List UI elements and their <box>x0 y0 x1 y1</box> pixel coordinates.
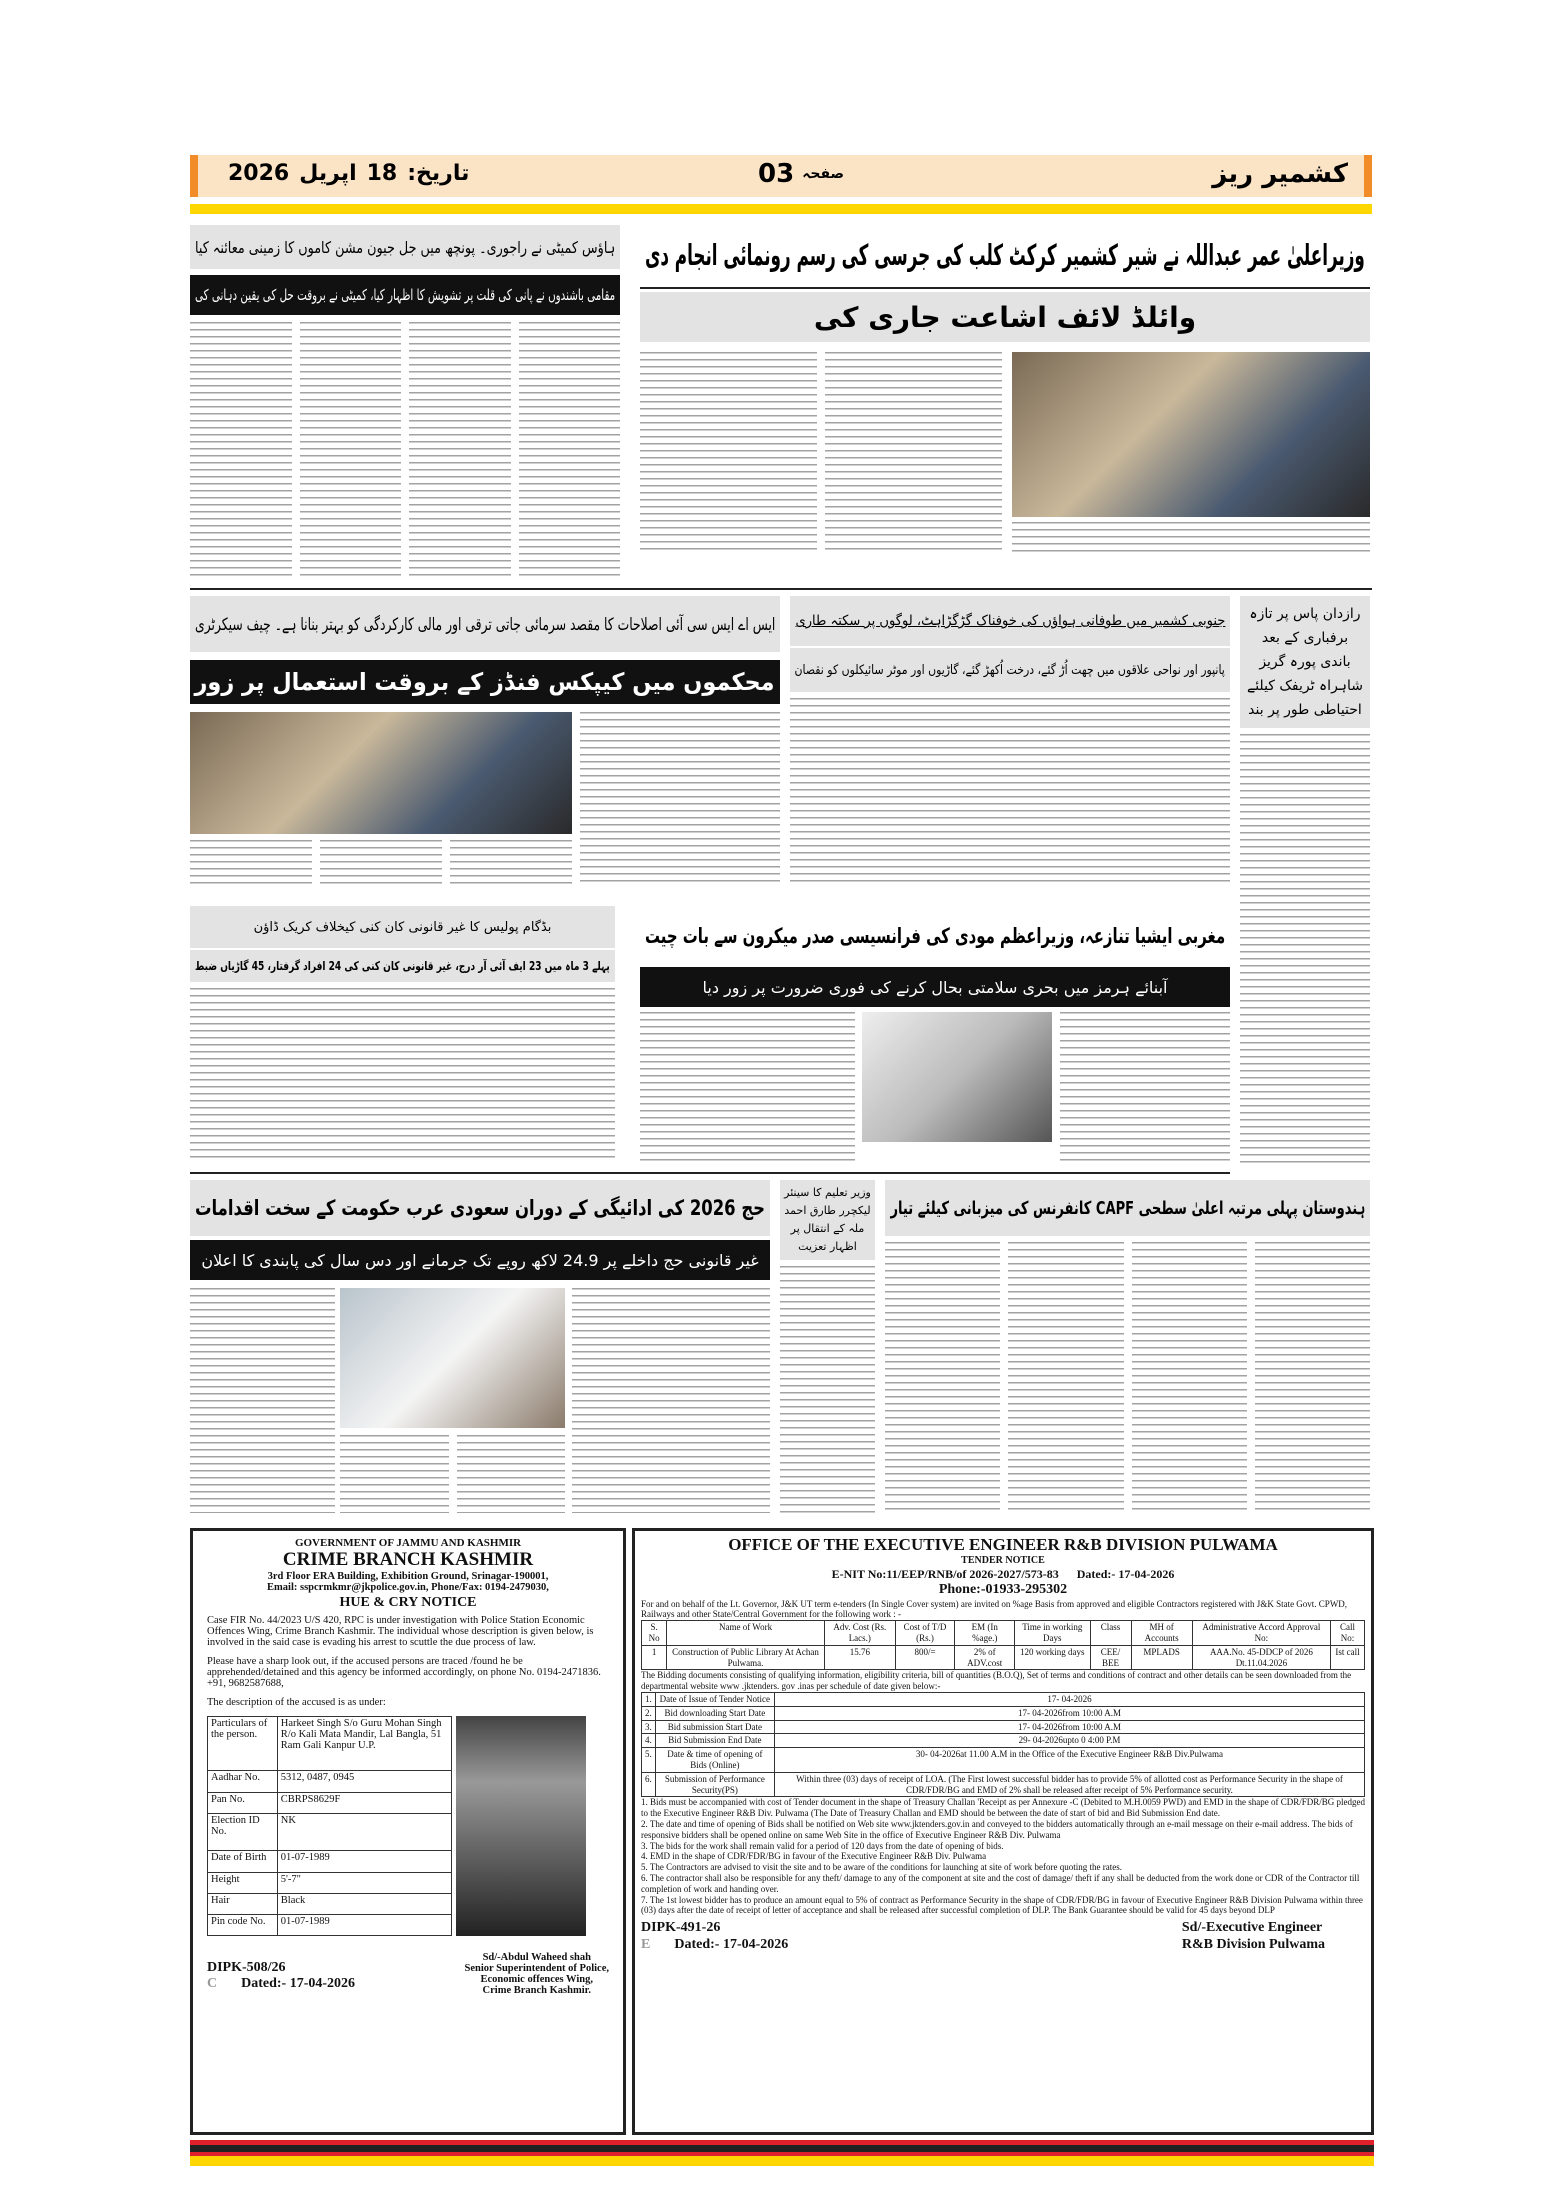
table-cell: Bid submission Start Date <box>655 1720 774 1734</box>
sasci-headline: محکموں میں کیپکس فنڈز کے بروقت استعمال پر زور <box>194 668 776 696</box>
schedule-table <box>641 1692 1365 1797</box>
cricket-subhead: وائلڈ لائف اشاعت جاری کی <box>813 300 1197 334</box>
condolence-headline: وزیر تعلیم کا سینئر لیکچرر طارق احمد ملہ کے انتقال پر اظہار تعزیت <box>780 1180 875 1260</box>
house-committee-subhead-box <box>190 275 620 315</box>
issue-date: تاریخ: 18 اپریل 2026 <box>228 161 470 186</box>
house-committee-kicker: ہاؤس کمیٹی نے راجوری۔ پونچھ میں جل جیون مشن کاموں کا زمینی معائنہ کیا <box>194 237 616 257</box>
table-cell: 6. <box>642 1772 656 1797</box>
column-header: EM (In %age.) <box>955 1621 1015 1646</box>
budgam-body <box>190 988 615 1163</box>
storm-body <box>790 698 1230 883</box>
field-label: Particulars of the person. <box>208 1717 278 1771</box>
hajj-body-right <box>572 1288 770 1513</box>
modi-headline-box <box>640 912 1230 960</box>
table-cell: 2% of ADV.cost <box>955 1645 1015 1670</box>
capf-body <box>885 1242 1370 1512</box>
table-cell: 17- 04-2026from 10:00 A.M <box>774 1720 1364 1734</box>
accused-photo <box>456 1716 586 1936</box>
column-header: Time in working Days <box>1015 1621 1090 1646</box>
hajj-subhead-box <box>190 1240 770 1280</box>
tender-intro: For and on behalf of the Lt. Governor, J&K UT term e-tenders (In Single Cover system) are invited on %age Basis from approved and eligible Contractors registered with J&K State Govt. CPWD, Railways and other State/Central Government for the following work : - <box>641 1598 1348 1620</box>
accused-row <box>208 1872 452 1893</box>
notice-ref: DIPK-508/26 <box>207 1960 286 1975</box>
budgam-kicker-box <box>190 906 615 948</box>
divider <box>190 1172 1230 1174</box>
page-number: 03 صفحہ <box>758 159 845 189</box>
modi-headline: مغربی ایشیا تنازعہ، وزیراعظم مودی کی فرانسیسی صدر میکرون سے بات چیت <box>644 924 1226 948</box>
field-value: 01-07-1989 <box>277 1914 451 1935</box>
schedule-row <box>642 1772 1365 1797</box>
storm-subhead: پانپور اور نواحی علاقوں میں چھت اُڑ گئے، درخت اُکھڑ گئے، گاڑیوں اور موٹر سائیکلوں کو نقصان <box>794 662 1226 678</box>
term-item: 7. The 1st lowest bidder has to produce an amount equal to 5% of contract as Performance Security in the shape of CDR/FDR/BG in favour of Executive Engineer R&B Division Pulwama within three (03) days after the date of receipt of letter of acceptance and shall be released after successful completion of DLP. The Bank Guarantee should be valid for 45 days beyond DLP <box>641 1894 1363 1916</box>
cricket-headline-box <box>640 228 1370 282</box>
condolence-body <box>780 1266 875 1513</box>
column-header: Administrative Accord Approval No: <box>1192 1621 1330 1646</box>
modi-subhead-box <box>640 967 1230 1007</box>
hajj-body-lower <box>340 1435 565 1513</box>
column-header: Name of Work <box>667 1621 825 1646</box>
tender-notice <box>632 1528 1374 2135</box>
cricket-subhead-box <box>640 292 1370 342</box>
modi-photo <box>862 1012 1052 1142</box>
field-value: CBRPS8629F <box>277 1792 451 1813</box>
table-cell: Submission of Performance Security(PS) <box>655 1772 774 1797</box>
tender-phone: Phone:-01933-295302 <box>938 1581 1068 1597</box>
storm-kicker: جنوبی کشمیر میں طوفانی ہواؤں کی خوفناک گڑگڑاہٹ، لوگوں پر سکتہ طاری <box>795 613 1225 629</box>
tender-title: OFFICE OF THE EXECUTIVE ENGINEER R&B DIVISION PULWAMA <box>728 1535 1278 1554</box>
table-cell: 800/= <box>895 1645 955 1670</box>
divider <box>190 588 1372 590</box>
field-value: 01-07-1989 <box>277 1851 451 1872</box>
column-header: Adv. Cost (Rs. Lacs.) <box>824 1621 895 1646</box>
cricket-caption <box>1012 522 1370 552</box>
field-label: Pin code No. <box>208 1914 278 1935</box>
tender-mark: E <box>641 1936 651 1952</box>
field-value: NK <box>277 1813 451 1851</box>
tender-signature: Sd/-Executive Engineer R&B Division Pulwama <box>1181 1920 1325 1952</box>
term-item: 6. The contractor shall also be responsible for any theft/ damage to any of the component at site and the cost of damage/ theft if any shall be deducted from the work done or CDR of the Contractor till completion of work and handing over. <box>641 1872 1360 1894</box>
field-label: Hair <box>208 1893 278 1914</box>
capf-headline: ہندوستان پہلی مرتبہ اعلیٰ سطحی CAPF کانفرنس کی میزبانی کیلئے تیار <box>890 1197 1365 1219</box>
field-label: Election ID No. <box>208 1813 278 1851</box>
modi-body-left <box>640 1012 855 1162</box>
razdan-headline: رازدان پاس پر تازہ برفباری کے بعد باندی پورہ گریز شاہراہ ٹریفک کیلئے احتیاطی طور پر بند <box>1240 596 1370 728</box>
notice-signature: Sd/-Abdul Waheed shah Senior Superintendent of Police, Economic offences Wing, Crime Branch Kashmir. <box>464 1952 609 1996</box>
table-cell: 17- 04-2026 <box>774 1692 1364 1706</box>
tender-subtitle: TENDER NOTICE <box>961 1555 1045 1567</box>
budgam-headline-box <box>190 950 615 982</box>
table-cell: 29- 04-2026upto 0 4:00 P.M <box>774 1734 1364 1748</box>
divider <box>640 287 1370 289</box>
column-header: Class <box>1090 1621 1131 1646</box>
accused-row <box>208 1813 452 1851</box>
field-value: 5312, 0487, 0945 <box>277 1771 451 1792</box>
term-item: 5. The Contractors are advised to visit the site and to be aware of the conditions for launching at site of work before quoting the rates. <box>641 1862 1122 1873</box>
hajj-subhead: غیر قانونی حج داخلے پر 24.9 لاکھ روپے تک جرمانے اور دس سال کی پابندی کا اعلان <box>201 1250 759 1270</box>
table-cell: 17- 04-2026from 10:00 A.M <box>774 1706 1364 1720</box>
budgam-kicker: بڈگام پولیس کا غیر قانونی کان کنی کیخلاف کریک ڈاؤن <box>253 919 552 935</box>
table-cell: AAA.No. 45-DDCP of 2026 Dt.11.04.2026 <box>1192 1645 1330 1670</box>
table-cell: Date & time of opening of Bids (Online) <box>655 1748 774 1773</box>
accused-row <box>208 1914 452 1935</box>
tender-dated: Dated:- 17-04-2026 <box>674 1936 789 1952</box>
notice-para: Please have a sharp look out, if the accused persons are traced /found he be apprehended/detained and this agency be informed accordingly, on phone No. 0194-2471836. +91, 9682587688, <box>207 1656 601 1689</box>
table-cell: 15.76 <box>824 1645 895 1670</box>
tender-terms <box>641 1797 1365 1916</box>
column-header: Call No: <box>1331 1621 1365 1646</box>
term-item: 3. The bids for the work shall remain valid for a period of 120 days from the date of opening of bids. <box>641 1840 1004 1851</box>
column-header: MH of Accounts <box>1131 1621 1192 1646</box>
field-label: Height <box>208 1872 278 1893</box>
notice-contact: Email: sspcrmkmr@jkpolice.gov.in, Phone/Fax: 0194-2479030, <box>267 1582 549 1593</box>
notice-gov: GOVERNMENT OF JAMMU AND KASHMIR <box>294 1537 522 1549</box>
meeting-photo <box>190 712 572 834</box>
field-label: Pan No. <box>208 1792 278 1813</box>
hajj-body-left <box>190 1288 335 1513</box>
yellow-rule <box>190 204 1372 214</box>
table-cell: Ist call <box>1331 1645 1365 1670</box>
schedule-row <box>642 1734 1365 1748</box>
notice-org: CRIME BRANCH KASHMIR <box>282 1549 534 1570</box>
sasci-body-lower <box>190 840 572 885</box>
table-cell: Within three (03) days of receipt of LOA. (The First lowest successful bidder has to provide 5% of allotted cost as Performance Security in the shape of CDR/FDR/BG and EMD of 2% shall be released after receipt of 5% Performance security. <box>774 1772 1364 1797</box>
cricket-jersey-photo <box>1012 352 1370 517</box>
sasci-headline-box <box>190 660 780 704</box>
notice-mark: C <box>207 1976 218 1991</box>
table-cell: 1. <box>642 1692 656 1706</box>
work-table <box>641 1620 1365 1670</box>
house-committee-kicker-box <box>190 225 620 269</box>
table-cell: 1 <box>642 1645 667 1670</box>
sasci-kicker: ایس اے ایس سی آئی اصلاحات کا مقصد سرمائی جاتی ترقی اور مالی کارکردگی کو بہتر بنانا ہے۔ چیف سیکرٹری <box>194 614 776 635</box>
field-value: 5'-7" <box>277 1872 451 1893</box>
field-value: Black <box>277 1893 451 1914</box>
sasci-kicker-box <box>190 596 780 652</box>
table-cell: 2. <box>642 1706 656 1720</box>
notice-date: Dated:- 17-04-2026 <box>241 1976 356 1991</box>
term-item: 1. Bids must be accompanied with cost of Tender document in the shape of Treasury Challan 'Receipt as per Annexure -C (Debited to M.H.0059 PWD) and EMD in the shape of CDR/FDR/BG pledged to the Executive Engineer R&B Div. Pulwama (The Date of Treasury Challan and EMD should be between the date of start of bid and Bid Submission End date. <box>641 1797 1365 1819</box>
notice-address: 3rd Floor ERA Building, Exhibition Ground, Srinagar-190001, <box>267 1571 549 1582</box>
paper-name: کشمیر ریز <box>1212 159 1348 189</box>
tender-bidding: The Bidding documents consisting of qualifying information, eligibility criteria, bill of quantities (B.O.Q), Set of terms and conditions of contract and other details can be seen downloaded from the departmental website www .jktenders. gov .inas per schedule of date given below:- <box>641 1670 1352 1692</box>
table-cell: Date of Issue of Tender Notice <box>655 1692 774 1706</box>
table-cell: CEE/ BEE <box>1090 1645 1131 1670</box>
column-header: S. No <box>642 1621 667 1646</box>
accused-details <box>207 1716 609 1936</box>
notice-para: The description of the accused is as under: <box>207 1697 386 1708</box>
field-value: Harkeet Singh S/o Guru Mohan Singh R/o Kali Mata Mandir, Lal Bangla, 51 Ram Gali Kanpur U.P. <box>277 1717 451 1771</box>
tender-ref: DIPK-491-26 <box>641 1920 721 1936</box>
schedule-row <box>642 1720 1365 1734</box>
storm-kicker-box <box>790 596 1230 646</box>
schedule-row <box>642 1706 1365 1720</box>
accused-row <box>208 1792 452 1813</box>
cricket-headline: وزیراعلیٰ عمر عبداللہ نے شیر کشمیر کرکٹ کلب کی جرسی کی رسم رونمائی انجام دی <box>645 238 1365 272</box>
condolence-story <box>780 1180 875 1513</box>
house-committee-body <box>190 322 620 577</box>
table-cell: 120 working days <box>1015 1645 1090 1670</box>
table-cell: 4. <box>642 1734 656 1748</box>
table-header <box>642 1621 1365 1646</box>
modi-subhead: آبنائے ہرمز میں بحری سلامتی بحال کرنے کی فوری ضرورت پر زور دیا <box>702 977 1168 997</box>
term-item: 4. EMD in the shape of CDR/FDR/BG in favour of the Executive Engineer R&B Div. Pulwama <box>641 1851 987 1862</box>
capf-headline-box <box>885 1180 1370 1236</box>
accused-row <box>208 1893 452 1914</box>
razdan-body <box>1240 734 1370 1167</box>
field-label: Aadhar No. <box>208 1771 278 1792</box>
notice-para: Case FIR No. 44/2023 U/S 420, RPC is under investigation with Police Station Economic Offences Wing, Crime Branch Kashmir. The individual whose description is given below, is involved in the said case is evading his arrest to scuttle the due process of law. <box>207 1615 594 1648</box>
schedule-row <box>642 1692 1365 1706</box>
hajj-headline-box <box>190 1180 770 1236</box>
hajj-pilgrims-photo <box>340 1288 565 1428</box>
table-cell: 5. <box>642 1748 656 1773</box>
hue-cry-notice <box>190 1528 626 2135</box>
term-item: 2. The date and time of opening of Bids shall be notified on Web site www.jktenders.gov.in and conveyed to the bidders automatically through an e-mail message on their e-mail address. The bids of responsive bidders shall be opened online on same Web Site in the office of Executive Engineer R&B Div. Pulwama <box>641 1818 1353 1840</box>
budgam-headline: پہلے 3 ماہ میں 23 ایف آئی آر درج، غیر قانونی کان کنی کی 24 افراد گرفتار، 45 گاڑیاں ضبط <box>195 959 610 973</box>
table-cell: 3. <box>642 1720 656 1734</box>
table-cell: MPLADS <box>1131 1645 1192 1670</box>
notice-title: HUE & CRY NOTICE <box>339 1595 477 1610</box>
house-committee-subhead: مقامی باشندوں نے پانی کی قلت پر تشویش کا اظہار کیا، کمیٹی نے بروقت حل کی یقین دہانی کی <box>194 286 616 304</box>
table-cell: 30- 04-2026at 11.00 A.M in the Office of the Executive Engineer R&B Div.Pulwama <box>774 1748 1364 1773</box>
accused-row <box>208 1717 452 1771</box>
table-cell: Construction of Public Library At Achan Pulwama. <box>667 1645 825 1670</box>
masthead <box>190 155 1372 197</box>
column-header: Cost of T/D (Rs.) <box>895 1621 955 1646</box>
cricket-body <box>640 352 1002 552</box>
schedule-row <box>642 1748 1365 1773</box>
sasci-body <box>580 712 780 882</box>
table-cell: Bid Submission End Date <box>655 1734 774 1748</box>
hajj-headline: حج 2026 کی ادائیگی کے دوران سعودی عرب حکومت کے سخت اقدامات <box>194 1196 766 1220</box>
accused-table <box>207 1716 452 1936</box>
field-label: Date of Birth <box>208 1851 278 1872</box>
accused-row <box>208 1851 452 1872</box>
storm-subhead-box <box>790 648 1230 692</box>
tender-date: Dated:- 17-04-2026 <box>1076 1567 1175 1582</box>
modi-body-right <box>1060 1012 1230 1162</box>
accused-row <box>208 1771 452 1792</box>
table-cell: Bid downloading Start Date <box>655 1706 774 1720</box>
table-row <box>642 1645 1365 1670</box>
razdan-story <box>1240 596 1370 1167</box>
footer-stripes <box>190 2140 1374 2166</box>
tender-enit: E-NIT No:11/EEP/RNB/of 2026-2027/573-83 <box>831 1567 1059 1582</box>
